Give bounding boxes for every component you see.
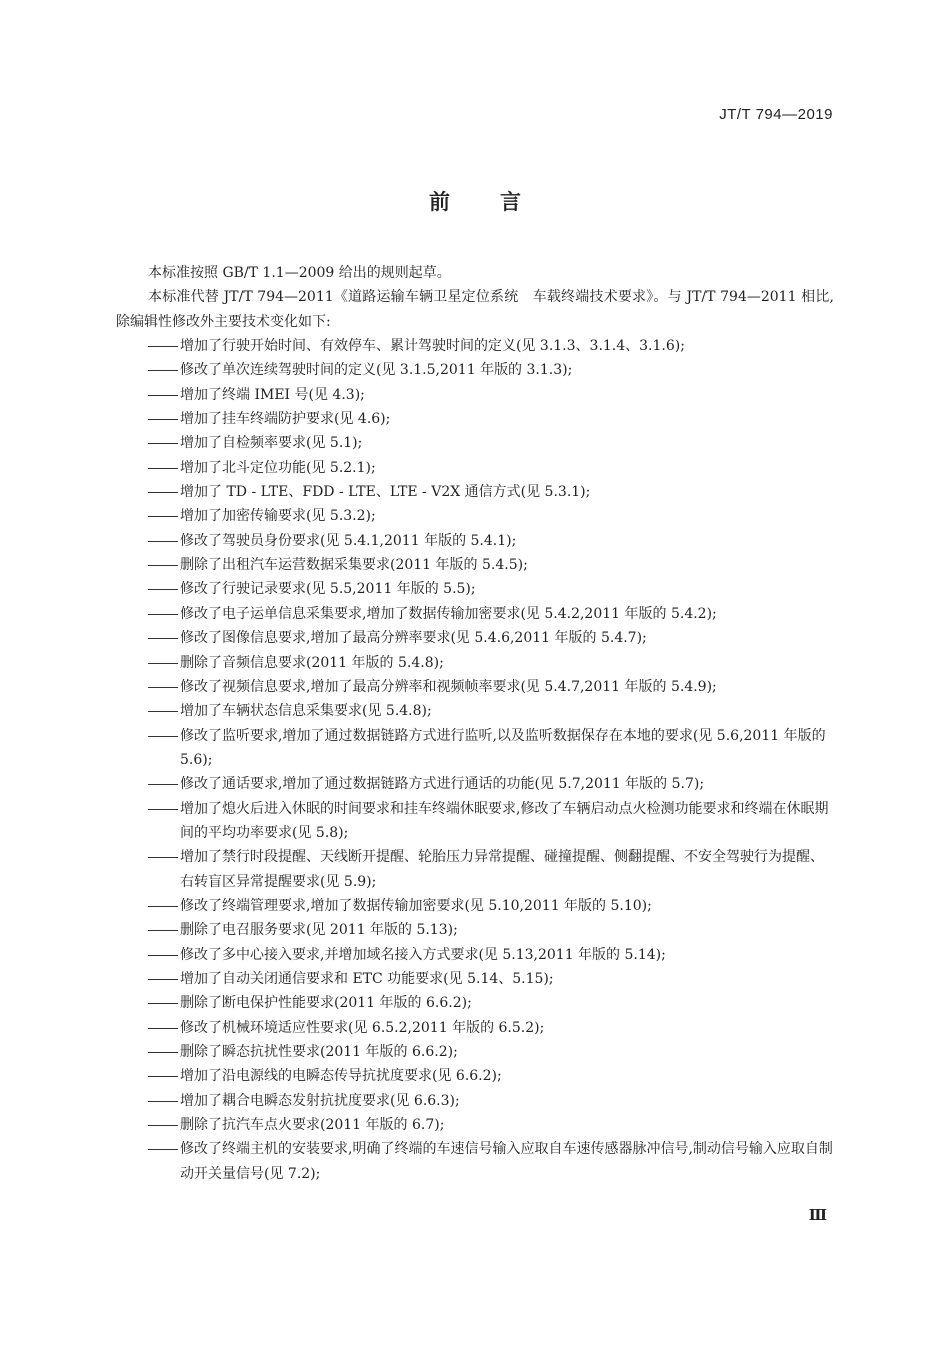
em-dash-marker — [148, 1137, 180, 1161]
change-item-text: 修改了行驶记录要求(见 5.5,2011 年版的 5.5); — [180, 581, 476, 598]
em-dash-marker — [148, 383, 180, 407]
change-item-text: 删除了音频信息要求(2011 年版的 5.4.8); — [180, 654, 444, 671]
em-dash-marker — [148, 918, 180, 942]
change-item-text: 修改了通话要求,增加了通过数据链路方式进行通话的功能(见 5.7,2011 年版的 5.7); — [180, 776, 705, 793]
change-item-text: 修改了机械环境适应性要求(见 6.5.2,2011 年版的 6.5.2); — [180, 1019, 545, 1036]
change-list-item — [116, 1016, 834, 1040]
change-list-item — [116, 358, 834, 382]
standard-code: JT/T 794—2019 — [719, 106, 833, 123]
change-item-text: 增加了加密传输要求(见 5.3.2); — [180, 508, 376, 525]
em-dash-marker — [148, 772, 180, 796]
change-list-item — [116, 797, 834, 846]
intro-paragraph-drafting-rules: 本标准按照 GB/T 1.1—2009 给出的规则起草。 — [148, 265, 451, 281]
em-dash-marker — [148, 845, 180, 869]
change-list-item — [116, 651, 834, 675]
em-dash-marker — [148, 407, 180, 431]
em-dash-marker — [148, 894, 180, 918]
change-item-text: 修改了多中心接入要求,并增加域名接入方式要求(见 5.13,2011 年版的 5.14); — [180, 946, 666, 963]
change-list-item — [116, 334, 834, 358]
change-list-item — [116, 845, 834, 894]
change-item-text: 删除了抗汽车点火要求(2011 年版的 6.7); — [180, 1117, 445, 1134]
em-dash-marker — [148, 1113, 180, 1137]
change-list-item — [116, 967, 834, 991]
change-item-text: 修改了视频信息要求,增加了最高分辨率和视频帧率要求(见 5.4.7,2011 年版的 5.4.9); — [180, 678, 717, 695]
change-list-item — [116, 577, 834, 601]
change-list-item — [116, 602, 834, 626]
em-dash-marker — [148, 1016, 180, 1040]
change-list-item — [116, 1137, 834, 1186]
change-list-item — [116, 772, 834, 796]
change-list-item — [116, 529, 834, 553]
em-dash-marker — [148, 626, 180, 650]
page-number: Ⅲ — [808, 1206, 827, 1224]
document-body — [116, 261, 834, 1186]
em-dash-marker — [148, 602, 180, 626]
em-dash-marker — [148, 1040, 180, 1064]
technical-changes-list — [116, 334, 834, 1186]
change-item-text: 增加了挂车终端防护要求(见 4.6); — [180, 411, 391, 428]
change-list-item — [116, 1064, 834, 1088]
em-dash-marker — [148, 675, 180, 699]
em-dash-marker — [148, 1089, 180, 1113]
change-list-item — [116, 480, 834, 504]
change-item-text: 增加了车辆状态信息采集要求(见 5.4.8); — [180, 703, 432, 720]
change-list-item — [116, 1113, 834, 1137]
change-item-text: 增加了自检频率要求(见 5.1); — [180, 435, 363, 452]
change-list-item — [116, 1040, 834, 1064]
page-title: 前言 — [429, 190, 571, 214]
em-dash-marker — [148, 991, 180, 1015]
change-item-text: 修改了终端管理要求,增加了数据传输加密要求(见 5.10,2011 年版的 5.10); — [180, 897, 652, 914]
em-dash-marker — [148, 553, 180, 577]
change-item-text: 修改了电子运单信息采集要求,增加了数据传输加密要求(见 5.4.2,2011 年版的 5.4.2); — [180, 605, 717, 622]
change-list-item — [116, 918, 834, 942]
change-list-item — [116, 699, 834, 723]
change-list-item — [116, 456, 834, 480]
em-dash-marker — [148, 358, 180, 382]
change-item-text: 修改了驾驶员身份要求(见 5.4.1,2011 年版的 5.4.1); — [180, 532, 517, 549]
em-dash-marker — [148, 504, 180, 528]
change-list-item — [116, 407, 834, 431]
change-list-item — [116, 1089, 834, 1113]
change-list-item — [116, 626, 834, 650]
em-dash-marker — [148, 480, 180, 504]
em-dash-marker — [148, 334, 180, 358]
change-item-text: 删除了断电保护性能要求(2011 年版的 6.6.2); — [180, 995, 472, 1012]
em-dash-marker — [148, 699, 180, 723]
change-item-text: 删除了电召服务要求(见 2011 年版的 5.13); — [180, 922, 458, 939]
em-dash-marker — [148, 431, 180, 455]
change-list-item — [116, 991, 834, 1015]
em-dash-marker — [148, 577, 180, 601]
change-item-text: 修改了单次连续驾驶时间的定义(见 3.1.5,2011 年版的 3.1.3); — [180, 362, 573, 379]
change-item-text: 增加了自动关闭通信要求和 ETC 功能要求(见 5.14、5.15); — [180, 970, 554, 987]
change-list-item — [116, 383, 834, 407]
change-item-text: 修改了图像信息要求,增加了最高分辨率要求(见 5.4.6,2011 年版的 5.4.7); — [180, 630, 647, 647]
em-dash-marker — [148, 724, 180, 748]
em-dash-marker — [148, 967, 180, 991]
change-list-item — [116, 675, 834, 699]
change-list-item — [116, 553, 834, 577]
em-dash-marker — [148, 1064, 180, 1088]
change-item-text: 增加了终端 IMEI 号(见 4.3); — [180, 386, 365, 403]
change-list-item — [116, 504, 834, 528]
intro-paragraph-replacement: 本标准代替 JT/T 794—2011《道路运输车辆卫星定位系统 车载终端技术要求》。与 JT/T 794—2011 相比,除编辑性修改外主要技术变化如下: — [116, 289, 834, 330]
change-list-item — [116, 894, 834, 918]
change-item-text: 增加了耦合电瞬态发射抗扰度要求(见 6.6.3); — [180, 1092, 460, 1109]
change-item-text: 修改了终端主机的安装要求,明确了终端的车速信号输入应取自车速传感器脉冲信号,制动信号输入应取自制动开关量信号(见 7.2); — [180, 1141, 833, 1182]
change-item-text: 增加了沿电源线的电瞬态传导抗扰度要求(见 6.6.2); — [180, 1068, 502, 1085]
em-dash-marker — [148, 797, 180, 821]
change-item-text: 增加了禁行时段提醒、天线断开提醒、轮胎压力异常提醒、碰撞提醒、侧翻提醒、不安全驾驶行为提醒、右转盲区异常提醒要求(见 5.9); — [180, 849, 824, 890]
change-item-text: 修改了监听要求,增加了通过数据链路方式进行监听,以及监听数据保存在本地的要求(见 5.6,2011 年版的 5.6); — [180, 727, 826, 768]
change-list-item — [116, 431, 834, 455]
change-item-text: 删除了瞬态抗扰性要求(2011 年版的 6.6.2); — [180, 1044, 458, 1060]
em-dash-marker — [148, 943, 180, 967]
change-item-text: 增加了熄火后进入休眠的时间要求和挂车终端休眠要求,修改了车辆启动点火检测功能要求和终端在休眠期间的平均功率要求(见 5.8); — [180, 800, 829, 841]
change-list-item — [116, 943, 834, 967]
change-item-text: 增加了北斗定位功能(见 5.2.1); — [180, 459, 376, 476]
change-item-text: 增加了 TD - LTE、FDD - LTE、LTE - V2X 通信方式(见 5.3.1); — [180, 484, 591, 501]
change-item-text: 删除了出租汽车运营数据采集要求(2011 年版的 5.4.5); — [180, 557, 528, 574]
em-dash-marker — [148, 529, 180, 553]
change-item-text: 增加了行驶开始时间、有效停车、累计驾驶时间的定义(见 3.1.3、3.1.4、3.1.6); — [180, 338, 685, 355]
em-dash-marker — [148, 651, 180, 675]
change-list-item — [116, 724, 834, 773]
em-dash-marker — [148, 456, 180, 480]
